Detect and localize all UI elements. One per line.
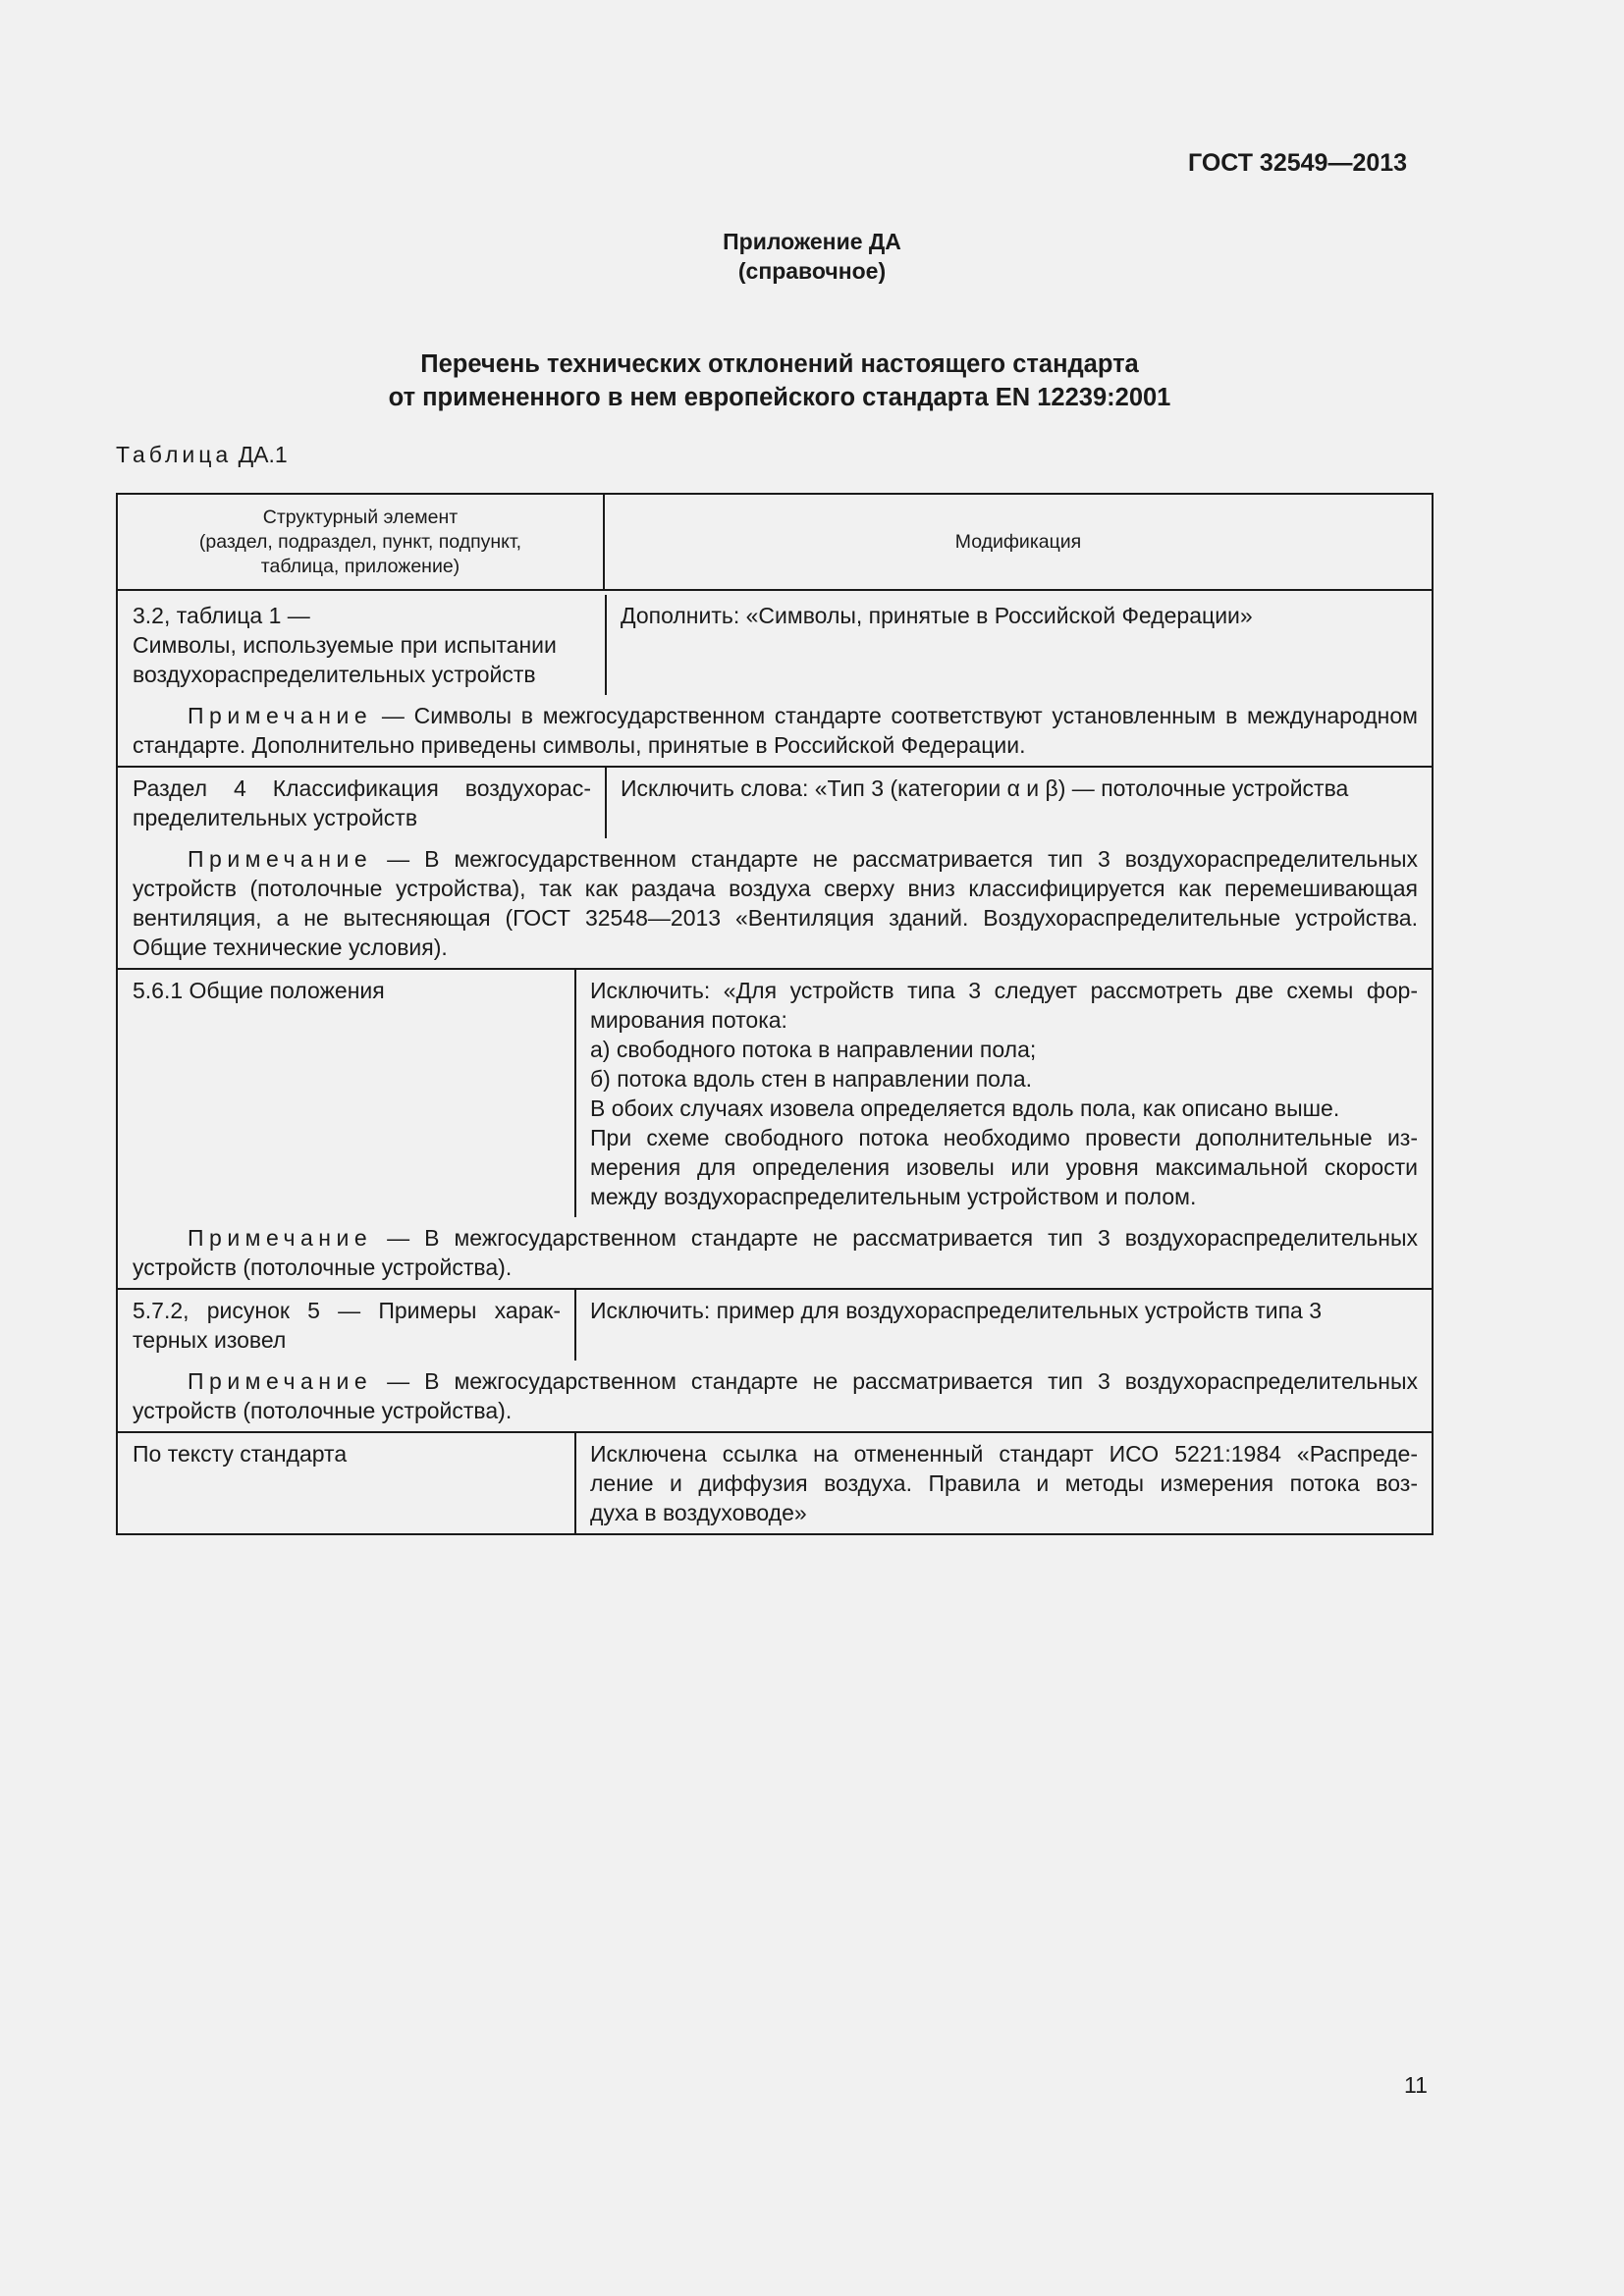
table-entry <box>118 970 1432 1290</box>
element-line: 5.6.1 Общие положения <box>133 978 385 1003</box>
header-structural-element-line: Структурный элемент <box>262 506 459 528</box>
note-text: — Символы в межгосударственном стандарте соответствуют установленным в международном стандарте. Дополнительно приведены символы, принятые в Российской Федерации. <box>133 703 1418 758</box>
element-line: 3.2, таблица 1 — <box>133 603 310 628</box>
header-structural-element-line: (раздел, подраздел, пункт, подпункт, <box>198 530 522 553</box>
note-label: Примечание <box>188 846 373 872</box>
table-note <box>118 838 1432 968</box>
table-caption-label: Таблица <box>116 442 233 467</box>
modification-line: а) свободного потока в направлении пола; <box>590 1037 1037 1062</box>
note-text: — В межгосударственном стандарте не рассматривается тип 3 воздухораспределительных устройств (потолочные устройства). <box>133 1368 1418 1423</box>
annex-heading <box>0 227 1624 286</box>
modification-line: В обоих случаях изовела определяется вдоль пола, как описано выше. <box>590 1095 1340 1121</box>
modification-cell <box>607 768 1432 838</box>
table-caption-number: ДА.1 <box>238 442 288 467</box>
note-label: Примечание <box>188 703 373 728</box>
note-text: — В межгосударственном стандарте не рассматривается тип 3 воздухораспределительных устройств (потолочные устройства). <box>133 1225 1418 1280</box>
modification-cell <box>607 595 1432 695</box>
document-code: ГОСТ 32549—2013 <box>1188 149 1408 177</box>
table-row <box>118 1433 1432 1533</box>
header-structural-element <box>118 495 605 589</box>
table-row <box>118 595 1432 695</box>
modification-line: между воздухораспределительным устройством и полом. <box>590 1184 1197 1209</box>
modification-line: мерения для определения изовелы или уровня максимальной скорости <box>590 1154 1418 1180</box>
table-row <box>118 768 1432 838</box>
header-modification: Модификация <box>954 530 1082 553</box>
document-title-line-1: Перечень технических отклонений настоящего стандарта <box>420 350 1139 378</box>
table-note <box>118 1217 1432 1288</box>
modification-cell <box>576 970 1432 1217</box>
deviations-table <box>116 493 1434 1535</box>
element-cell <box>118 1433 576 1533</box>
element-line: пределительных устройств <box>133 805 418 830</box>
modification-cell <box>576 1433 1432 1533</box>
document-title-line-2: от примененного в нем европейского стандарта EN 12239:2001 <box>388 384 1171 411</box>
modification-line: б) потока вдоль стен в направлении пола. <box>590 1066 1033 1092</box>
table-note <box>118 695 1432 766</box>
table-note <box>118 1361 1432 1431</box>
element-cell <box>118 768 607 838</box>
modification-line: мирования потока: <box>590 1007 787 1033</box>
modification-line: Исключить слова: «Тип 3 (категории α и β) — потолочные устройства <box>621 775 1349 801</box>
table-entry <box>118 768 1432 970</box>
note-label: Примечание <box>188 1225 373 1251</box>
element-line: По тексту стандарта <box>133 1441 348 1467</box>
element-cell <box>118 595 607 695</box>
table-entry <box>118 1290 1432 1433</box>
element-cell <box>118 1290 576 1361</box>
note-label: Примечание <box>188 1368 373 1394</box>
header-structural-element-line: таблица, приложение) <box>260 555 460 577</box>
table-row <box>118 970 1432 1217</box>
element-line: воздухораспределительных устройств <box>133 662 536 687</box>
annex-kind: (справочное) <box>737 258 887 284</box>
table-caption <box>116 442 288 468</box>
annex-title: Приложение ДА <box>723 229 901 254</box>
document-title <box>0 347 1559 414</box>
element-line: Раздел 4 Классификация воздухорас- <box>133 775 591 801</box>
modification-line: ление и диффузия воздуха. Правила и методы измерения потока воз- <box>590 1470 1418 1496</box>
modification-line: Дополнить: «Символы, принятые в Российской Федерации» <box>621 603 1253 628</box>
page-number: 11 <box>1404 2072 1428 2098</box>
element-cell <box>118 970 576 1217</box>
table-header-row <box>118 495 1432 591</box>
element-line: терных изовел <box>133 1327 287 1353</box>
table-row <box>118 1290 1432 1361</box>
modification-line: При схеме свободного потока необходимо провести дополнительные из- <box>590 1125 1418 1150</box>
table-entry <box>118 1433 1432 1533</box>
modification-line: Исключить: «Для устройств типа 3 следует рассмотреть две схемы фор- <box>590 978 1418 1003</box>
modification-line: духа в воздуховоде» <box>590 1500 807 1525</box>
modification-cell <box>576 1290 1432 1361</box>
element-line: 5.7.2, рисунок 5 — Примеры харак- <box>133 1298 561 1323</box>
note-text: — В межгосударственном стандарте не рассматривается тип 3 воздухораспределительных устройств (потолочные устройства), так как раздача воздуха сверху вниз классифицируется как перемешивающая вентиляция, а не вытесняющая (ГОСТ 32548—2013 «Вентиляция зданий. Воздухораспределительные устройства. Общие технические условия). <box>133 846 1418 960</box>
table-entry <box>118 595 1432 768</box>
modification-line: Исключить: пример для воздухораспределительных устройств типа 3 <box>590 1298 1323 1323</box>
modification-line: Исключена ссылка на отмененный стандарт ИСО 5221:1984 «Распреде- <box>590 1441 1418 1467</box>
element-line: Символы, используемые при испытании <box>133 632 557 658</box>
